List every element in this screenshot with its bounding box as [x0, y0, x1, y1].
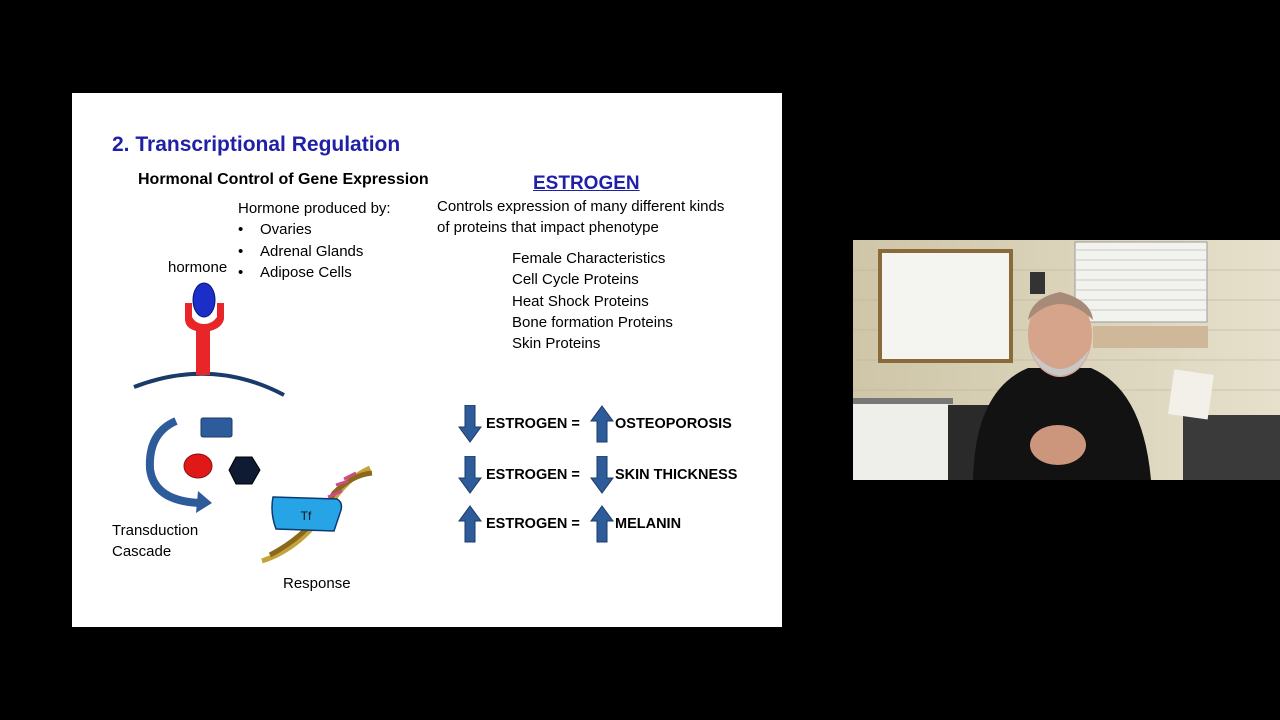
cascade-hexagon-shape [229, 457, 260, 484]
arrow-down-icon [458, 405, 482, 443]
presenter-video-frame [853, 240, 1280, 480]
presenter-video [853, 240, 1280, 480]
hormone-shape [193, 283, 215, 317]
cell-membrane [134, 374, 284, 395]
list-item: Cell Cycle Proteins [512, 271, 639, 289]
estrogen-description-line2: of proteins that impact phenotype [437, 219, 659, 236]
slide-title: 2. Transcriptional Regulation [112, 133, 401, 156]
hormone-source-heading: Hormone produced by: [238, 200, 391, 217]
list-item: • Ovaries [238, 219, 363, 241]
protein-list [512, 248, 673, 354]
effect-left-label: ESTROGEN = [486, 467, 580, 483]
cascade-arrowhead [196, 491, 212, 513]
cascade-rect-shape [201, 418, 232, 437]
estrogen-description-line1: Controls expression of many different kinds [437, 198, 725, 215]
hormone-label: hormone [168, 259, 228, 276]
effect-left-label: ESTROGEN = [486, 516, 580, 532]
slide-subtitle: Hormonal Control of Gene Expression [138, 171, 429, 188]
cascade-label: Cascade [112, 543, 172, 560]
arrow-up-icon [458, 505, 482, 543]
list-item: Skin Proteins [512, 335, 601, 353]
arrow-up-icon [590, 505, 614, 543]
list-item: • Adipose Cells [238, 262, 363, 284]
estrogen-heading: ESTROGEN [533, 173, 640, 194]
whiteboard [880, 251, 1011, 361]
effect-right-label: SKIN THICKNESS [615, 467, 738, 483]
transduction-label: Transduction [112, 522, 199, 539]
presentation-slide [72, 93, 782, 627]
effect-right-label: OSTEOPOROSIS [615, 416, 732, 432]
tf-label: Tf [300, 509, 312, 523]
arrow-down-icon [590, 456, 614, 494]
list-item: Heat Shock Proteins [512, 292, 649, 310]
list-item: Bone formation Proteins [512, 313, 673, 331]
cascade-circle-shape [184, 454, 212, 478]
list-item: • Adrenal Glands [238, 241, 363, 263]
arrow-up-icon [590, 405, 614, 443]
effect-left-label: ESTROGEN = [486, 416, 580, 432]
arrow-down-icon [458, 456, 482, 494]
list-item: Female Characteristics [512, 250, 666, 267]
effect-right-label: MELANIN [615, 516, 682, 532]
response-label: Response [283, 575, 351, 592]
